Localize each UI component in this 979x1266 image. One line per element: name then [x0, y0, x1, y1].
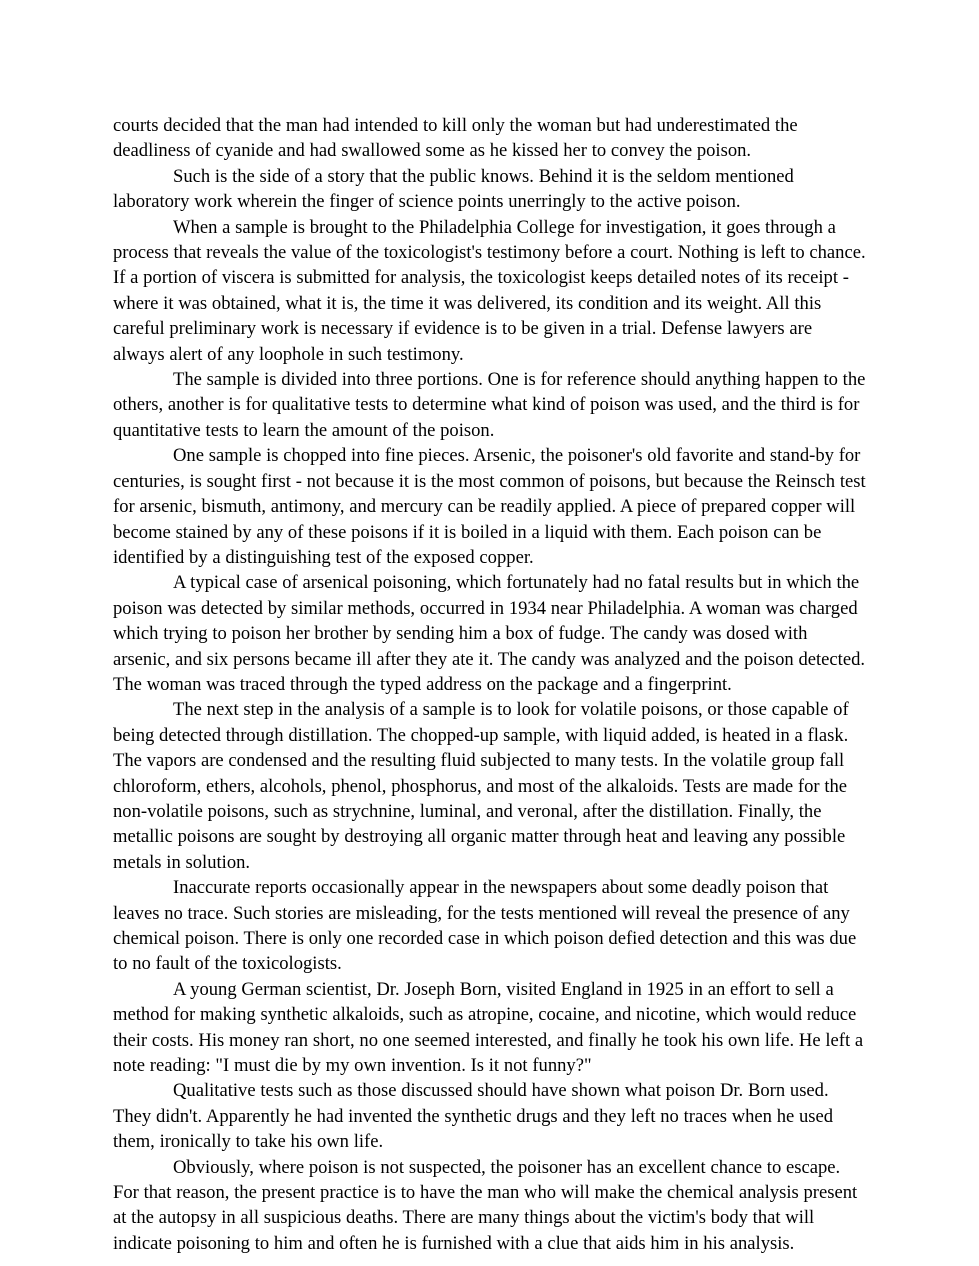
paragraph-10: Qualitative tests such as those discussed should have shown what poison Dr. Born used. They didn't. Apparently he had invented the synthetic drugs and they left no traces when he used them, ironically to take his own life. — [113, 1080, 834, 1153]
paragraph-11: Obviously, where poison is not suspected, the poisoner has an excellent chance to escape. For that reason, the present practice is to have the man who will make the chemical analysis present at the autopsy in all suspicious deaths. There are many things about the victim's body that will indicate poisoning to him and often he is furnished with a clue that aids him in his analysis. — [113, 1156, 858, 1254]
body-text-column — [113, 113, 866, 1256]
paragraph-3: When a sample is brought to the Philadelphia College for investigation, it goes through a process that reveals the value of the toxicologist's testimony before a court. Nothing is left to chance. If a portion of viscera is submitted for analysis, the toxicologist keeps detailed notes of its receipt - where it was obtained, what it is, the time it was delivered, its condition and its weight. All this careful preliminary work is necessary if evidence is to be given in a trial. Defense lawyers are always alert of any loophole in such testimony. — [113, 216, 866, 365]
paragraph-2: Such is the side of a story that the public knows. Behind it is the seldom mentioned laboratory work wherein the finger of science points unerringly to the active poison. — [113, 165, 794, 213]
paragraph-8: Inaccurate reports occasionally appear in the newspapers about some deadly poison that leaves no trace. Such stories are misleading, for the tests mentioned will reveal the presence of any chemical poison. There is only one recorded case in which poison defied detection and this was due to no fault of the toxicologists. — [113, 877, 857, 975]
paragraph-1: courts decided that the man had intended to kill only the woman but had underestimated the deadliness of cyanide and had swallowed some as he kissed her to convey the poison. — [113, 115, 798, 162]
paragraph-7: The next step in the analysis of a sample is to look for volatile poisons, or those capable of being detected through distillation. The chopped-up sample, with liquid added, is heated in a flask. The vapors are condensed and the resulting fluid subjected to many tests. In the volatile group fall chloroform, ethers, alcohols, phenol, phosphorus, and most of the alkaloids. Tests are made for the non-volatile poisons, such as strychnine, luminal, and veronal, after the distillation. Finally, the metallic poisons are sought by destroying all organic matter through heat and leaving any possible metals in solution. — [113, 699, 849, 873]
paragraph-9: A young German scientist, Dr. Joseph Born, visited England in 1925 in an effort to sell a method for making synthetic alkaloids, such as atropine, cocaine, and nicotine, which would reduce their costs. His money ran short, no one seemed interested, and finally he took his own life. He left a note reading: "I must die by my own invention. Is it not funny?" — [113, 978, 864, 1077]
paragraph-6: A typical case of arsenical poisoning, which fortunately had no fatal results but in which the poison was detected by similar methods, occurred in 1934 near Philadelphia. A woman was charged which trying to poison her brother by sending him a box of fudge. The candy was dosed with arsenic, and six persons became ill after they ate it. The candy was analyzed and the poison detected. The woman was traced through the typed address on the package and a fingerprint. — [113, 572, 866, 695]
paragraph-5: One sample is chopped into fine pieces. Arsenic, the poisoner's old favorite and stand-by for centuries, is sought first - not because it is the most common of poisons, but because the Reinsch test for arsenic, bismuth, antimony, and mercury can be readily applied. A piece of prepared copper will become stained by any of these poisons if it is boiled in a liquid with them. Each poison can be identified by a distinguishing test of the exposed copper. — [113, 445, 866, 568]
paragraph-4: The sample is divided into three portions. One is for reference should anything happen to the others, another is for qualitative tests to determine what kind of poison was used, and the third is for quantitative tests to learn the amount of the poison. — [113, 369, 866, 441]
